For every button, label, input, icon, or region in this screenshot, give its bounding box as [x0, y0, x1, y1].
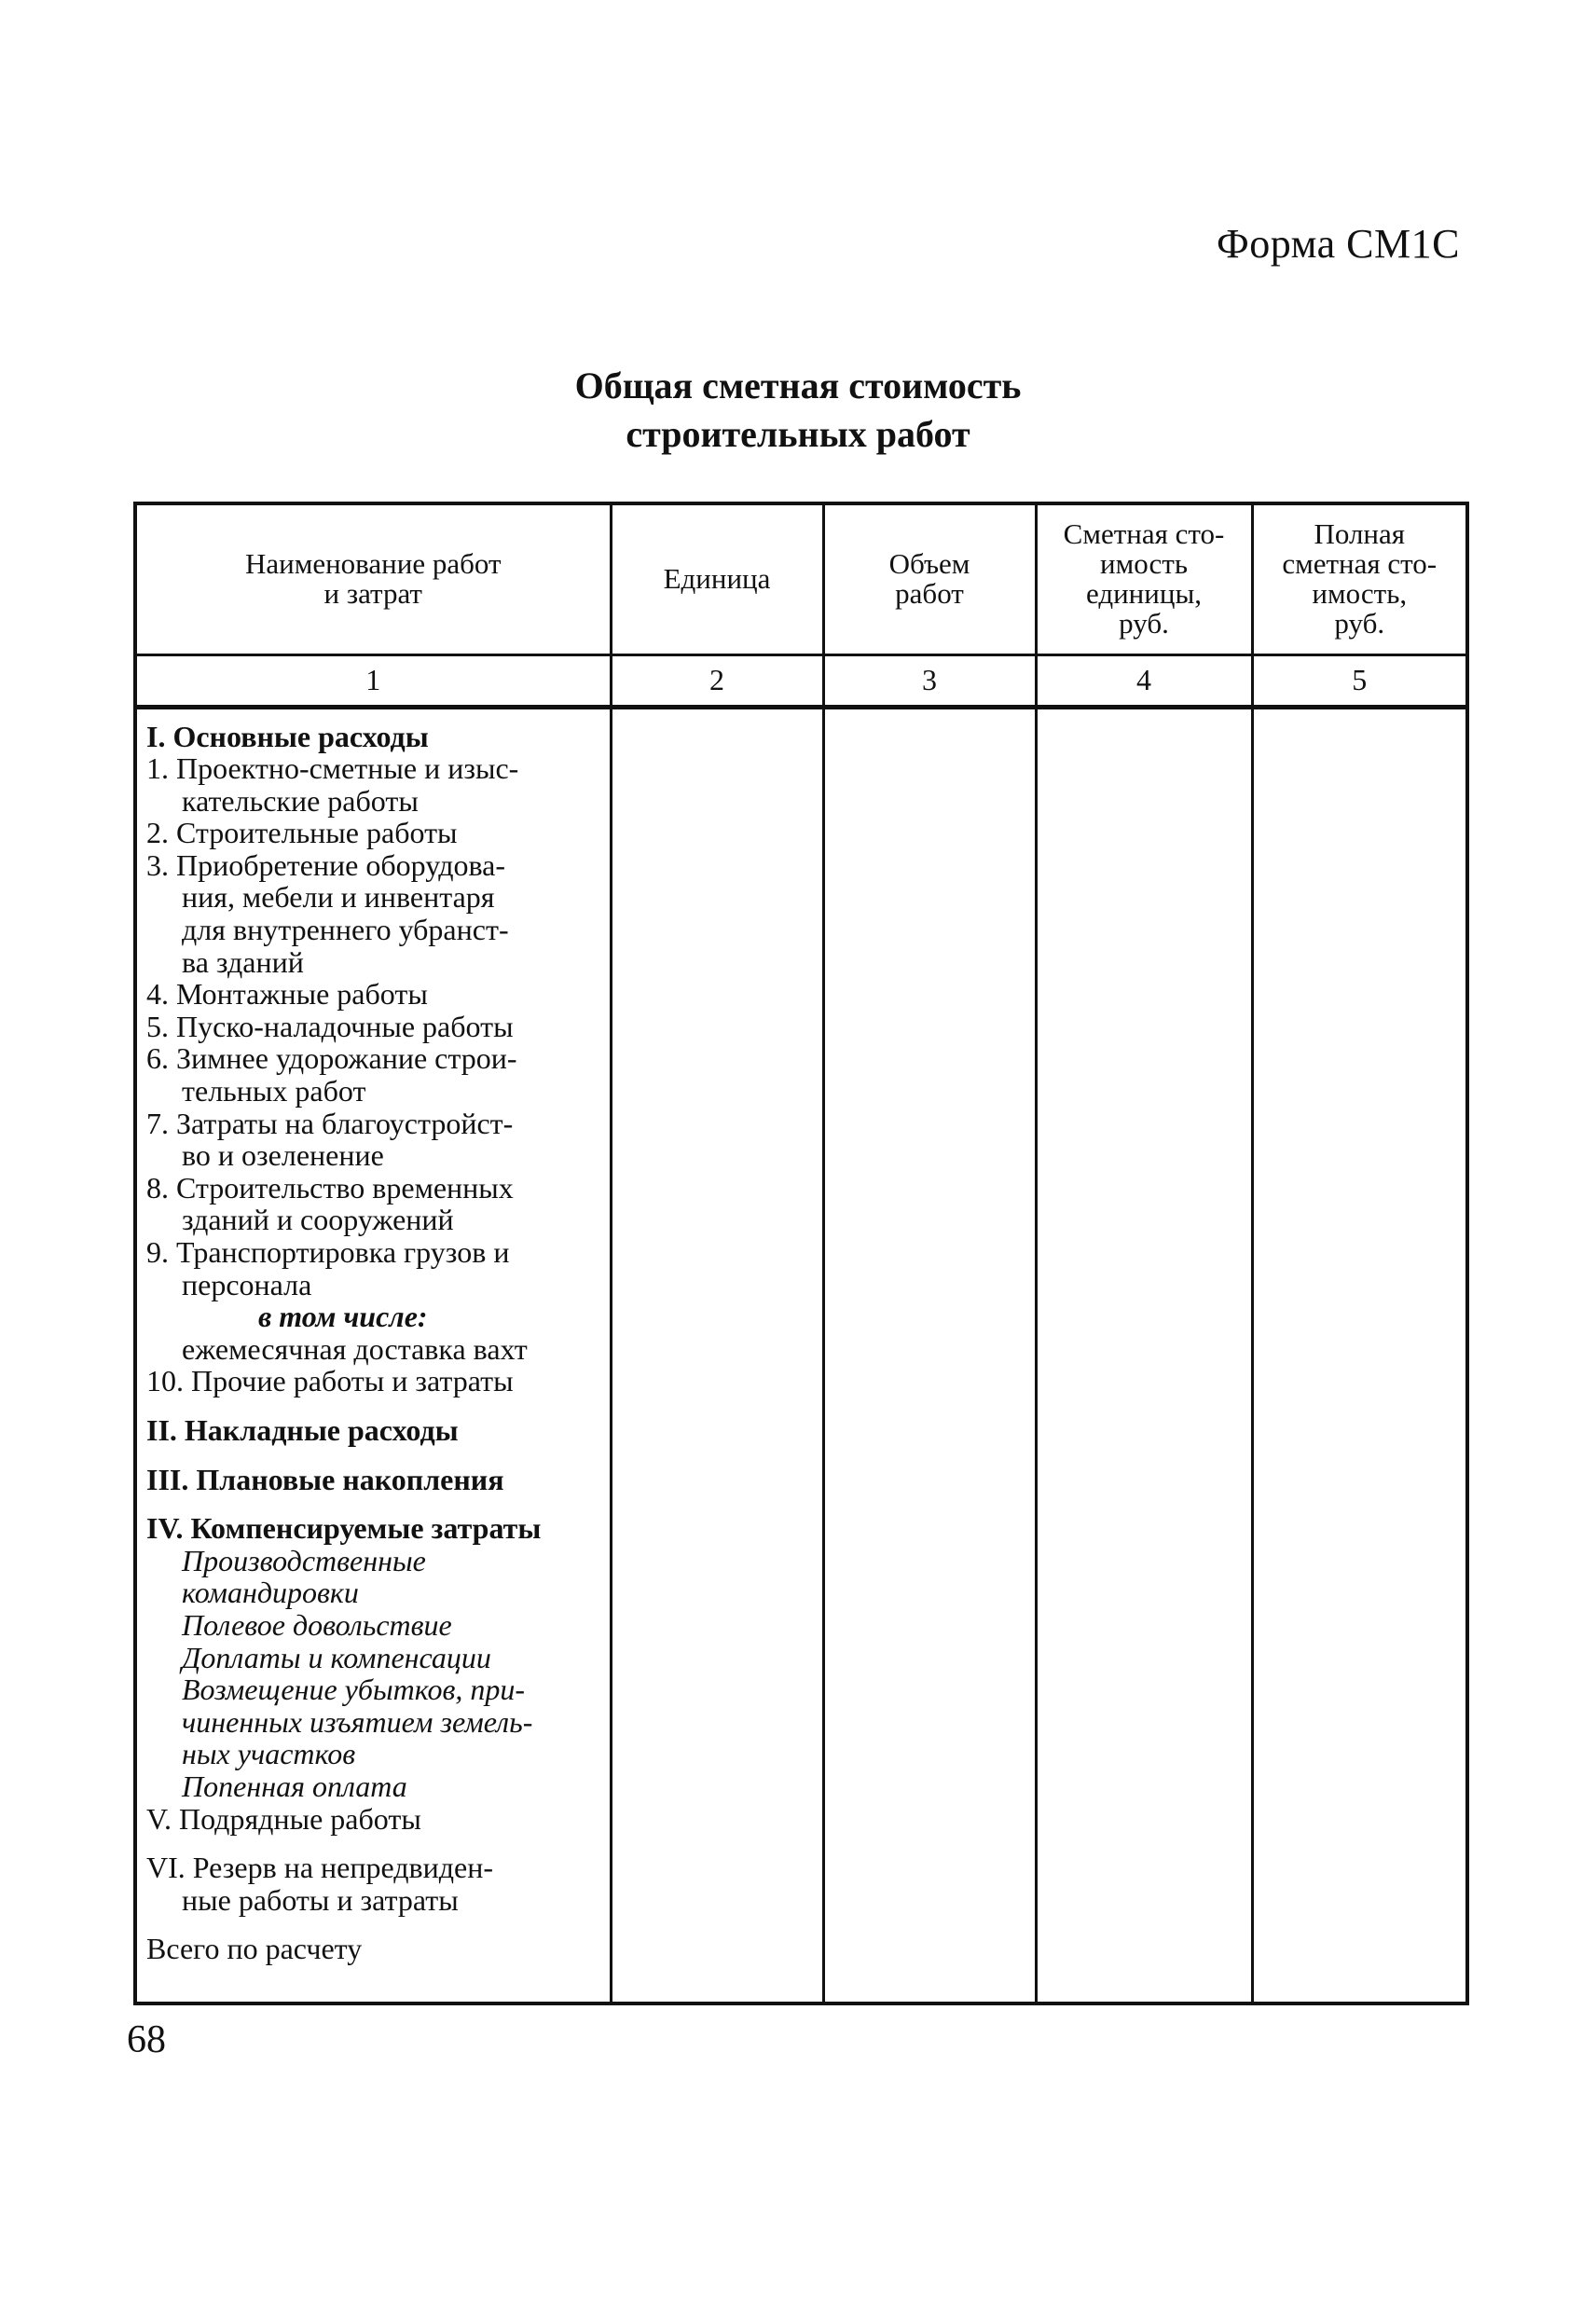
- spacer: [146, 1447, 606, 1464]
- list-item: ных участков: [182, 1737, 356, 1771]
- list-item: ния, мебели и инвентаря: [182, 880, 495, 915]
- title-line-2: строительных работ: [626, 413, 970, 455]
- header-unit-cost: [1036, 503, 1252, 654]
- list-item: III. Плановые накопления: [146, 1462, 504, 1496]
- list-item: 7. Затраты на благоустройст-: [146, 1106, 514, 1140]
- list-item: 8. Строительство временных: [146, 1170, 514, 1205]
- list-item: V. Подрядные работы: [146, 1801, 421, 1836]
- header-line: Полная: [1314, 517, 1406, 551]
- list-item: для внутреннего убранст-: [182, 913, 509, 947]
- header-volume: [823, 503, 1036, 654]
- list-item: тельных работ: [182, 1074, 366, 1108]
- list-item: чиненных изъятием земель-: [182, 1704, 533, 1739]
- column-number: 5: [1252, 654, 1467, 707]
- list-item: персонала: [182, 1267, 312, 1301]
- list-item: Возмещение убытков, при-: [182, 1673, 526, 1707]
- header-line: руб.: [1334, 607, 1385, 640]
- spacer: [146, 1835, 606, 1852]
- header-line: Сметная сто-: [1063, 517, 1225, 551]
- list-item: I. Основные расходы: [146, 719, 429, 753]
- list-item: ежемесячная доставка вахт: [182, 1331, 528, 1366]
- header-name-of-works: [135, 503, 611, 654]
- list-item: Всего по расчету: [146, 1932, 363, 1966]
- items-list: [137, 709, 610, 1965]
- header-line: работ: [895, 577, 964, 611]
- list-item: ва зданий: [182, 944, 304, 979]
- list-item: командировки: [182, 1576, 359, 1610]
- header-line: Единица: [663, 562, 771, 596]
- list-item: кательские работы: [182, 783, 419, 818]
- volume-cell: [823, 707, 1036, 2003]
- list-item: 5. Пуско-наладочные работы: [146, 1009, 514, 1043]
- column-number: 2: [611, 654, 823, 707]
- list-item: во и озеленение: [182, 1138, 384, 1173]
- header-line: единицы,: [1085, 577, 1203, 611]
- header-line: и затрат: [323, 577, 422, 611]
- list-item: 9. Транспортировка грузов и: [146, 1235, 510, 1269]
- list-item: зданий и сооружений: [182, 1203, 454, 1237]
- form-label: Форма СМ1С: [1217, 221, 1460, 267]
- table-body-row: [135, 707, 1467, 2003]
- list-item: 2. Строительные работы: [146, 816, 458, 850]
- list-item: Производственные: [182, 1543, 426, 1577]
- spacer: [146, 1495, 606, 1512]
- column-number: 1: [135, 654, 611, 707]
- list-item: Доплаты и компенсации: [182, 1640, 491, 1674]
- total-cost-cell: [1252, 707, 1467, 2003]
- header-line: Наименование работ: [244, 547, 502, 581]
- list-item: IV. Компенсируемые затраты: [146, 1511, 542, 1546]
- header-line: имость: [1100, 547, 1188, 581]
- list-item: 1. Проектно-сметные и изыс-: [146, 751, 519, 786]
- header-line: имость,: [1312, 577, 1408, 611]
- unit-cost-cell: [1036, 707, 1252, 2003]
- list-item: 10. Прочие работы и затраты: [146, 1364, 514, 1398]
- header-line: руб.: [1119, 607, 1169, 640]
- page-number: 68: [127, 2018, 166, 2061]
- spacer: [146, 1916, 606, 1933]
- list-item: Попенная оплата: [182, 1769, 407, 1803]
- list-item: II. Накладные расходы: [146, 1412, 459, 1447]
- table-header-row: [135, 503, 1467, 654]
- list-item: 4. Монтажные работы: [146, 977, 428, 1012]
- estimate-table: [133, 502, 1469, 2005]
- list-item: Полевое довольствие: [182, 1607, 452, 1642]
- column-number: 3: [823, 654, 1036, 707]
- header-line: Объем: [888, 547, 970, 581]
- column-number-row: [135, 654, 1467, 707]
- list-item: VI. Резерв на непредвиден-: [146, 1851, 494, 1885]
- column-number: 4: [1036, 654, 1252, 707]
- items-cell: [135, 707, 611, 2003]
- list-item: 6. Зимнее удорожание строи-: [146, 1041, 517, 1076]
- list-item: 3. Приобретение оборудова-: [146, 847, 506, 882]
- header-total-cost: [1252, 503, 1467, 654]
- list-item: в том числе:: [258, 1300, 428, 1334]
- unit-cell: [611, 707, 823, 2003]
- spacer: [146, 1397, 606, 1414]
- header-unit: [611, 503, 823, 654]
- header-line: сметная сто-: [1282, 547, 1438, 581]
- list-item: ные работы и затраты: [182, 1882, 459, 1917]
- document-title: [0, 362, 1596, 459]
- title-line-1: Общая сметная стоимость: [574, 365, 1022, 406]
